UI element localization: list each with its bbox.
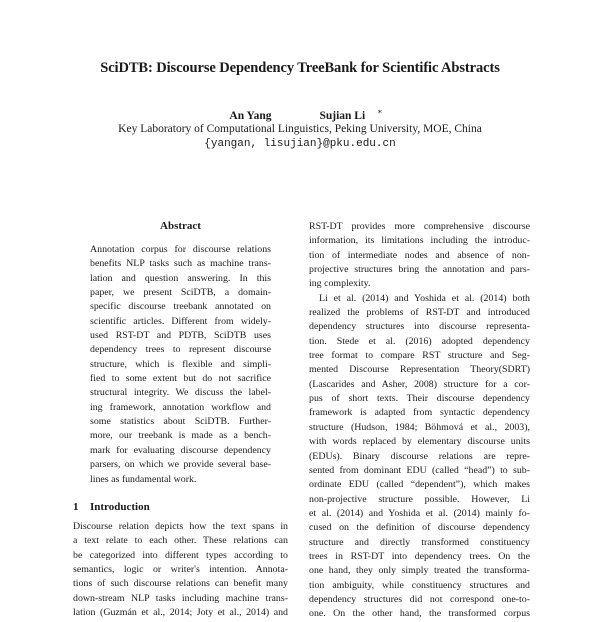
text-line: ordinate EDU (called “dependent”), which makes	[309, 479, 530, 491]
text-line: specific discourse treebank annotated on	[90, 301, 271, 313]
author-list	[0, 107, 600, 122]
text-line: structural integrity. We discuss the label-	[90, 387, 271, 399]
text-line: ing framework, annotation workflow and	[90, 401, 271, 413]
author-name: Sujian Li ∗	[319, 107, 383, 122]
text-line: dependency structures did not correspond one-to-	[309, 593, 530, 605]
text-line: fied to some extent but do not sacrifice	[90, 373, 271, 385]
introduction-body	[73, 520, 288, 620]
text-line: non-projective structure possible. However, Li	[309, 493, 530, 505]
text-line: realized the problems of RST-DT and introduced	[309, 307, 530, 319]
text-line: (EDUs). Binary discourse relations are repre-	[309, 450, 530, 462]
text-line: some statistics about SciDTB. Further-	[90, 416, 271, 428]
text-line: Discourse relation depicts how the text spans in	[73, 520, 288, 532]
text-line: sented from dominant EDU (called “head”) to sub-	[309, 464, 530, 476]
text-line: Annotation corpus for discourse relations	[90, 244, 271, 255]
text-line: information, its limitations including the introduc-	[309, 235, 530, 247]
text-line: cused on the definition of discourse dependency	[309, 522, 530, 534]
text-line: ing complexity.	[309, 278, 371, 290]
text-line: one. On the other hand, the transformed corpus	[309, 608, 530, 620]
corresponding-author-mark: ∗	[377, 107, 383, 116]
left-column	[73, 221, 288, 620]
text-line: with words replaced by elementary discourse units	[309, 436, 530, 448]
author-email: {yangan, lisujian}@pku.edu.cn	[204, 138, 396, 150]
section-heading-introduction	[73, 500, 288, 514]
text-line: structure (Hudson, 1984; Böhmová et al., 2003),	[309, 421, 530, 433]
text-line: tion ambiguity, while constituency structures and	[309, 579, 530, 591]
text-line: (Lascarides and Asher, 2008) structure for a cor-	[309, 378, 530, 390]
text-line: benefits NLP tasks such as machine trans-	[90, 258, 271, 270]
text-line: dependency trees to represent discourse	[90, 344, 271, 356]
author-name: An Yang	[229, 109, 272, 122]
text-line: a text relate to each other. These relations can	[73, 535, 288, 547]
text-line: parsers, on which we provide several base-	[90, 459, 271, 471]
text-line: RST-DT provides more comprehensive discourse	[309, 221, 530, 232]
text-line: mented Discourse Representation Theory(SDRT)	[309, 364, 530, 376]
text-line: framework is adapted from syntactic dependency	[309, 407, 530, 419]
text-line: used RST-DT and PDTB, SciDTB uses	[90, 330, 271, 342]
text-line: more, our treebank is made as a bench-	[90, 430, 271, 442]
section-title: Introduction	[90, 500, 150, 513]
text-line: tion of intermediate nodes and absence of non-	[309, 249, 530, 261]
right-column	[309, 220, 530, 622]
paper-title: SciDTB: Discourse Dependency TreeBank for Scientific Abstracts	[100, 60, 500, 76]
text-line: lation (Guzmán et al., 2014; Joty et al., 2014) and	[73, 606, 288, 618]
affiliation: Key Laboratory of Computational Linguistics, Peking University, MOE, China	[118, 123, 482, 135]
text-line: et al. (2014) and Yoshida et al. (2014) mainly fo-	[309, 507, 530, 519]
text-line: dependency structures into discourse representa-	[309, 321, 530, 333]
text-line: structure and directly transformed constituency	[309, 536, 530, 548]
text-line: tree format to compare RST structure and Seg-	[309, 350, 530, 362]
text-line: trees in RST-DT into dependency trees. On the	[309, 550, 530, 562]
section-number: 1	[73, 500, 79, 513]
text-line: tions of such discourse relations can benefit many	[73, 578, 288, 590]
abstract-body	[90, 243, 271, 487]
paragraph	[309, 220, 530, 292]
text-line: lines as fundamental work.	[90, 473, 197, 485]
text-line: pus of short texts. Their discourse dependency	[309, 393, 530, 405]
text-line: down-stream NLP tasks including machine trans-	[73, 592, 288, 604]
abstract-heading: Abstract	[160, 220, 201, 232]
text-line: projective structures bring the annotation and pars-	[309, 264, 530, 276]
text-line: structure, which is flexible and simpli-	[90, 358, 271, 370]
text-line: scientific articles. Different from widely-	[90, 315, 271, 327]
text-line: tion. Stede et al. (2016) adopted dependency	[309, 335, 530, 347]
text-line: paper, we present SciDTB, a domain-	[90, 287, 271, 299]
text-line: lation and question answering. In this	[90, 272, 271, 284]
text-line: be categorized into different types according to	[73, 549, 288, 561]
text-line: semantics, logic or writer's intention. Annota-	[73, 563, 288, 575]
text-line: one hand, they only simply treated the transforma-	[309, 565, 530, 577]
paragraph	[309, 292, 530, 622]
text-line: Li et al. (2014) and Yoshida et al. (2014) both	[319, 292, 530, 304]
text-line: mark for evaluating discourse dependency	[90, 444, 271, 456]
